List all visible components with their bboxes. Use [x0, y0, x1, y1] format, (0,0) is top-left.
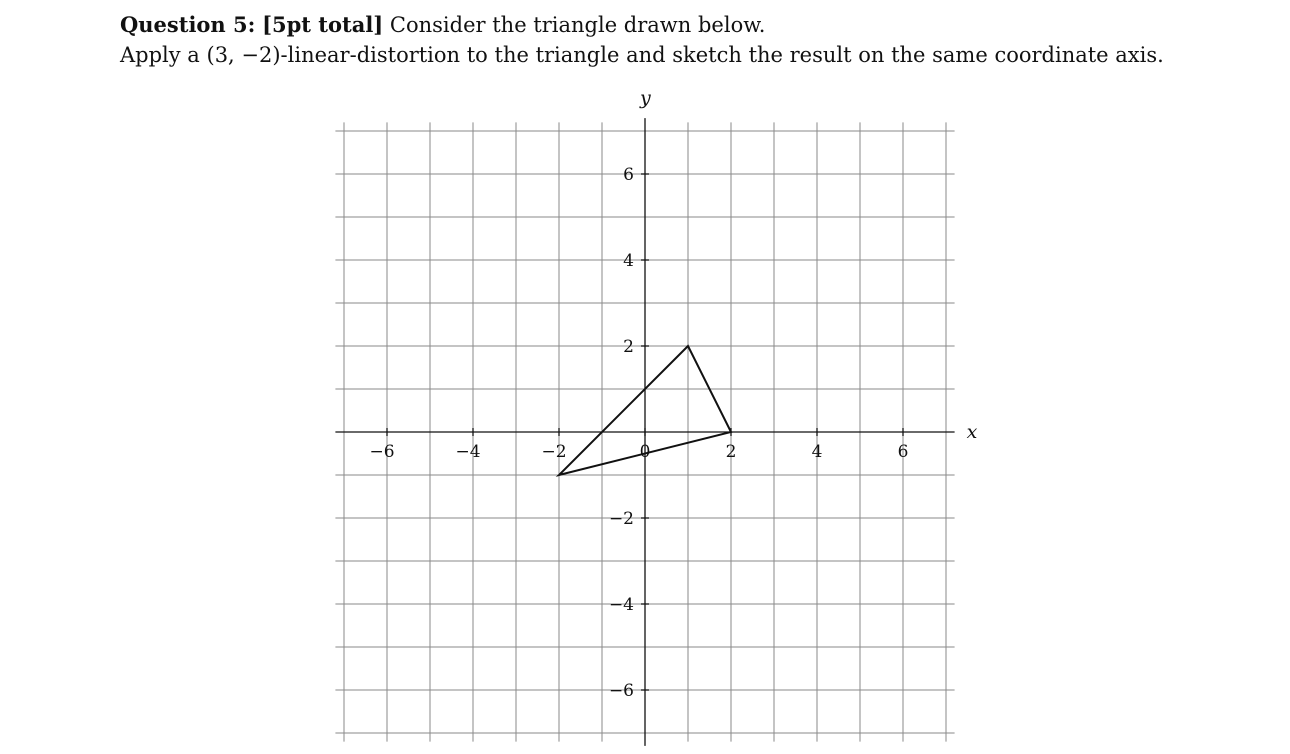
question-prompt: Consider the triangle drawn below. [389, 13, 766, 37]
x-tick-label: −4 [455, 442, 481, 462]
y-tick-label: 6 [623, 165, 634, 185]
y-axis-label: y [640, 87, 651, 110]
y-tick-label: 4 [623, 251, 634, 271]
question-instruction: Apply a (3, −2)-linear-distortion to the triangle and sketch the result on the same coordinate axis. [120, 43, 1164, 67]
question-title: Question 5: [120, 12, 256, 37]
y-tick-label: 2 [623, 337, 634, 357]
x-axis-label: x [966, 421, 978, 443]
question-points: [5pt total] [262, 12, 384, 37]
x-tick-label: 2 [725, 442, 737, 462]
x-tick-label: 4 [811, 442, 823, 462]
x-tick-label: 0 [639, 442, 651, 462]
y-tick-label: −2 [608, 509, 634, 529]
x-tick-label: −6 [369, 442, 395, 462]
y-tick-label: −4 [608, 595, 634, 615]
x-tick-label: −2 [541, 442, 567, 462]
y-tick-label: −6 [608, 681, 634, 701]
x-tick-label: 6 [897, 442, 909, 462]
